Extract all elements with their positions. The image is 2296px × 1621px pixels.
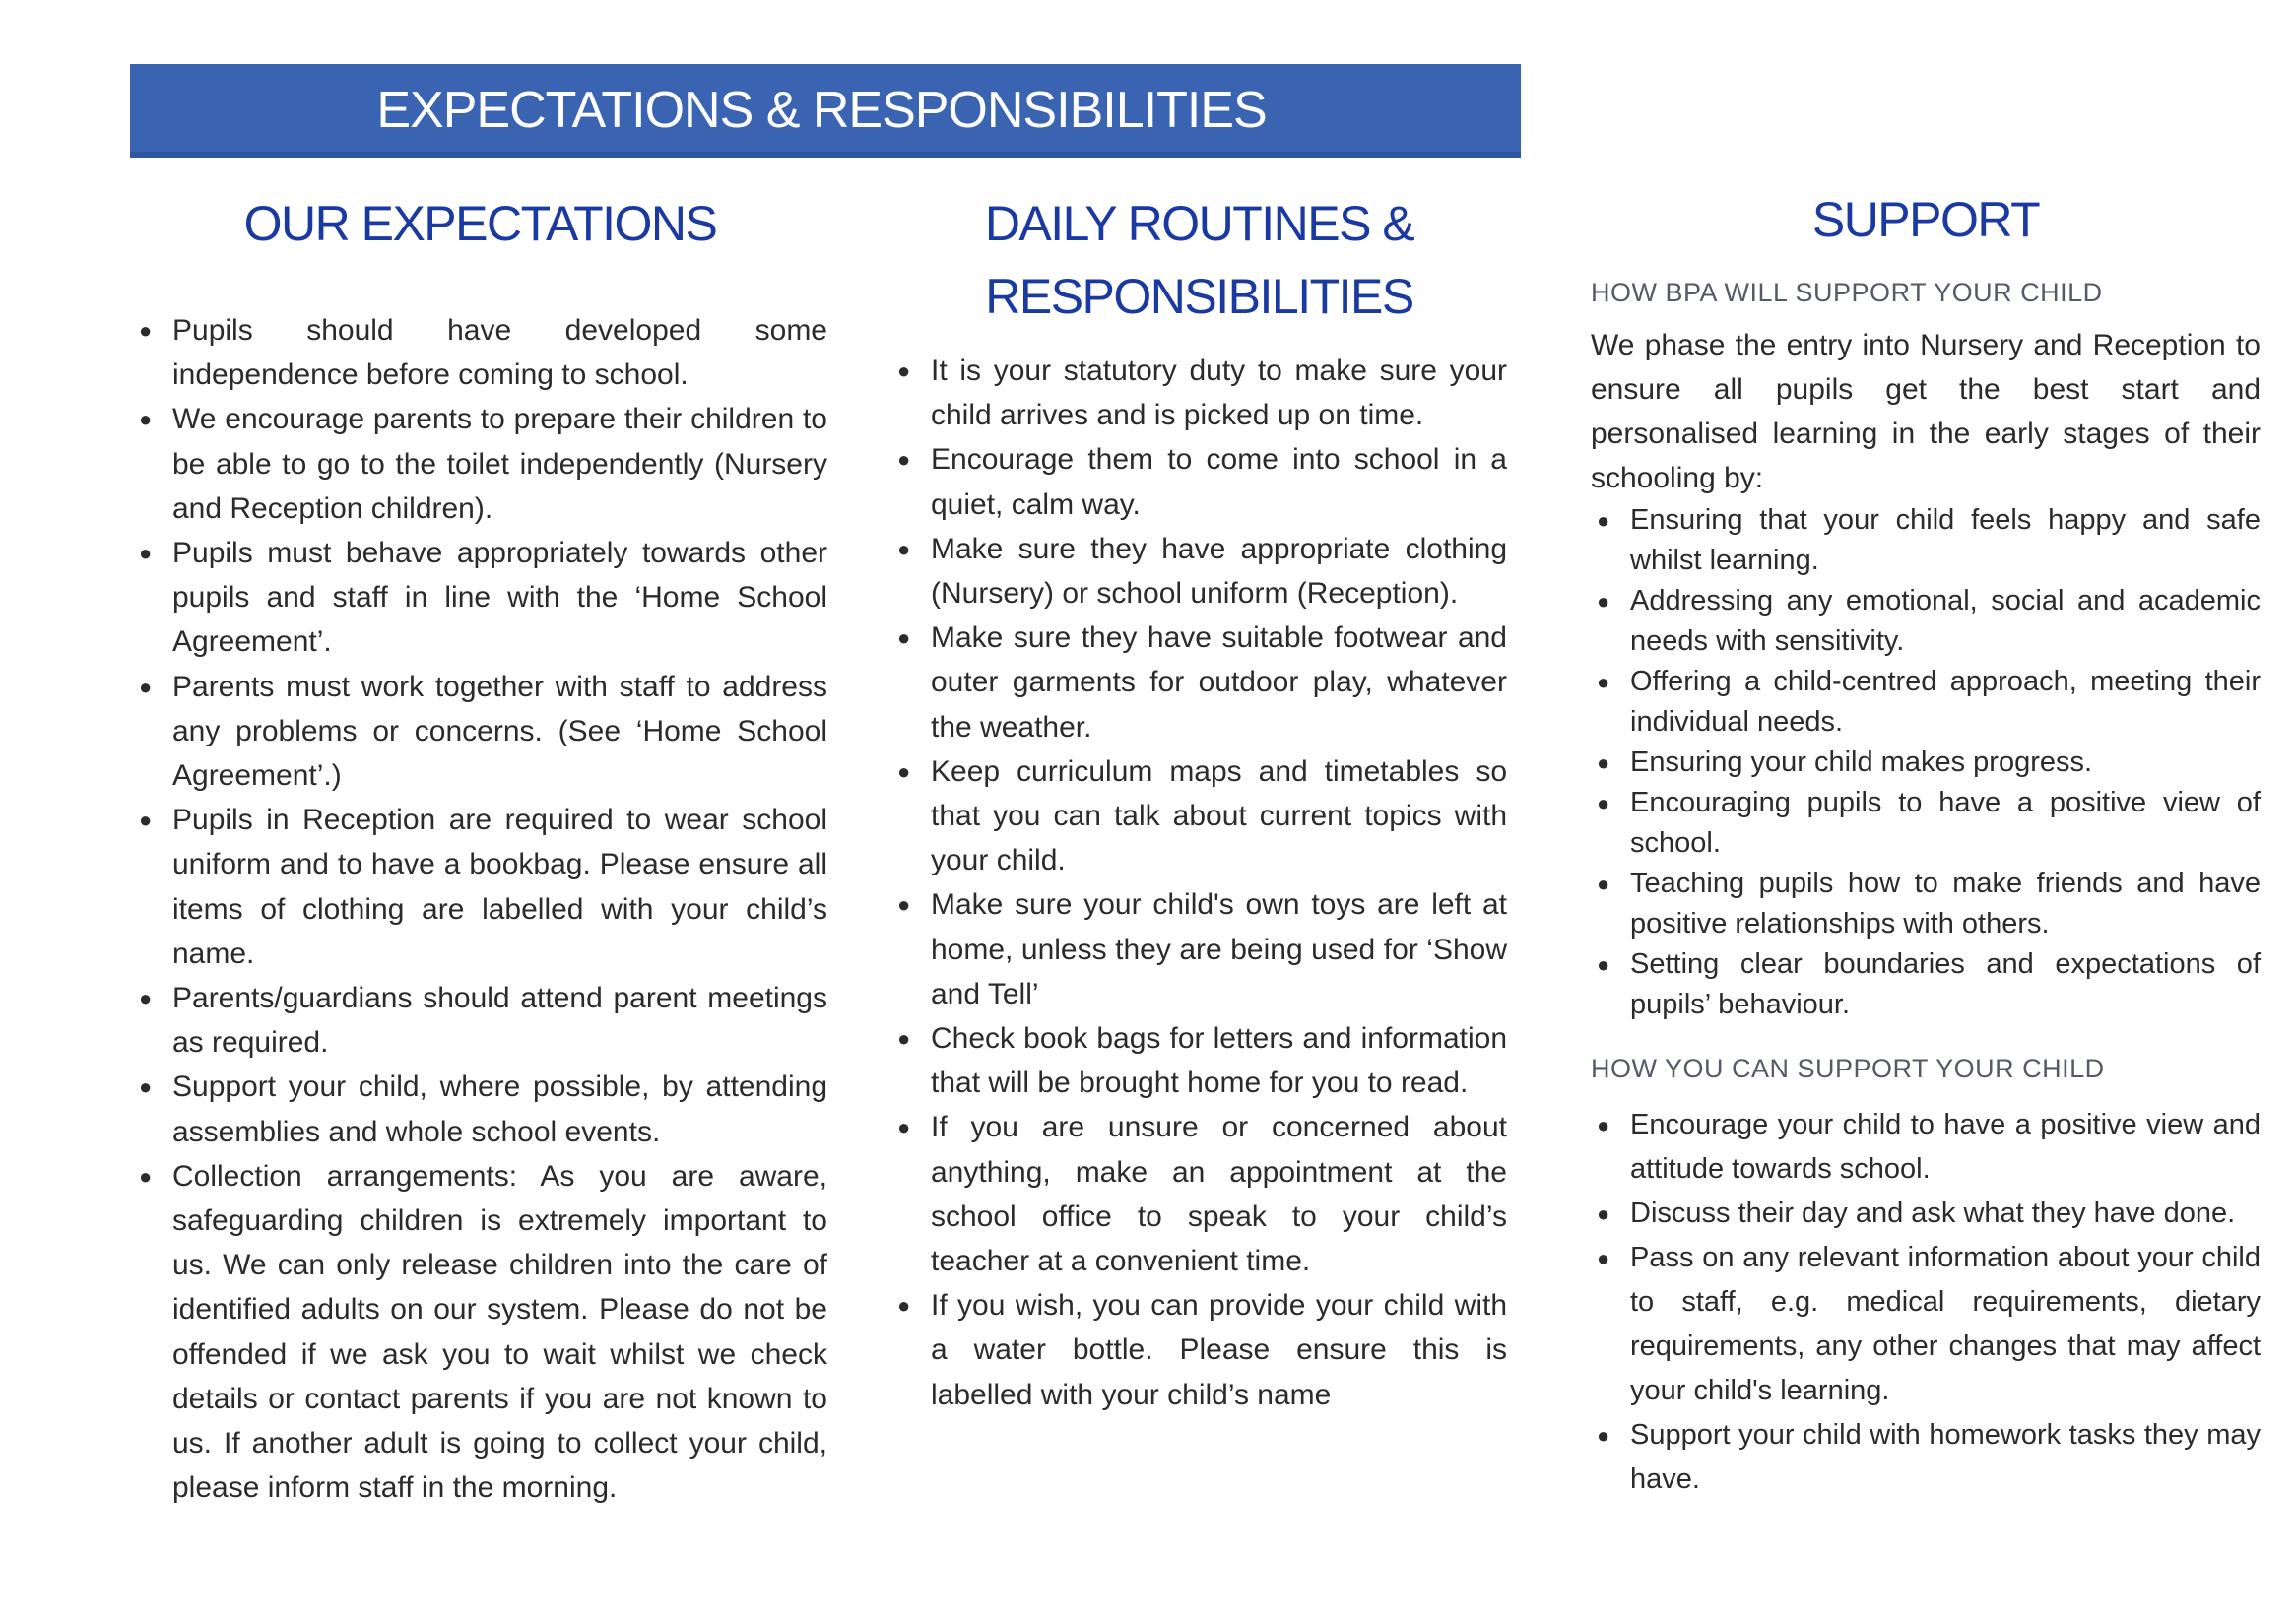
bullet-icon: ●: [139, 1074, 153, 1100]
list-item: ● Keep curriculum maps and timetables so that you can talk about current topics with your child.: [931, 749, 1507, 883]
bpa-support-subheading: HOW BPA WILL SUPPORT YOUR CHILD: [1591, 278, 2103, 307]
list-item: ● It is your statutory duty to make sure your child arrives and is picked up on time.: [931, 349, 1507, 437]
bullet-icon: ●: [897, 1026, 911, 1052]
routines-list: [891, 349, 1507, 1417]
list-item: ● Setting clear boundaries and expectations of pupils’ behaviour.: [1630, 944, 2261, 1025]
bullet-icon: ●: [897, 625, 911, 651]
bpa-support-intro: We phase the entry into Nursery and Reception to ensure all pupils get the best start and personalised learning in the early stages of their schooling by:: [1591, 329, 2261, 494]
list-item: ● Parents must work together with staff to address any problems or concerns. (See ‘Home School Agreement’.): [172, 665, 827, 799]
bullet-icon: ●: [1597, 952, 1610, 977]
list-item: ● Offering a child-centred approach, meeting their individual needs.: [1630, 662, 2261, 743]
bullet-icon: ●: [139, 986, 153, 1011]
bullet-icon: ●: [1597, 791, 1610, 815]
list-item: ● Addressing any emotional, social and academic needs with sensitivity.: [1630, 581, 2261, 662]
bullet-icon: ●: [897, 758, 911, 784]
list-item: ● Support your child with homework tasks they may have.: [1630, 1413, 2261, 1502]
bullet-icon: ●: [139, 808, 153, 833]
list-item: ● If you wish, you can provide your child with a water bottle. Please ensure this is labelled with your child’s name: [931, 1283, 1507, 1417]
bullet-icon: ●: [1597, 1423, 1610, 1448]
bullet-icon: ●: [897, 892, 911, 918]
expectations-heading: OUR EXPECTATIONS: [243, 196, 717, 251]
bullet-icon: ●: [1597, 872, 1610, 896]
bullet-icon: ●: [897, 536, 911, 561]
list-item: ● Pass on any relevant information about your child to staff, e.g. medical requirements, dietary requirements, any other changes that may affect your child's learning.: [1630, 1236, 2261, 1413]
list-item: ● Ensuring that your child feels happy and safe whilst learning.: [1630, 500, 2261, 581]
list-item: ● We encourage parents to prepare their children to be able to go to the toilet independently (Nursery and Reception children).: [172, 397, 827, 531]
list-item: ● Parents/guardians should attend parent meetings as required.: [172, 976, 827, 1065]
bullet-icon: ●: [1597, 750, 1610, 775]
you-support-subheading: HOW YOU CAN SUPPORT YOUR CHILD: [1591, 1054, 2105, 1083]
bullet-icon: ●: [1597, 1246, 1610, 1270]
list-item: ● Collection arrangements: As you are aware, safeguarding children is extremely important to us. We can only release children into the care of identified adults on our system. Please do not be offended if we ask you to wait whilst we check details or contact parents if you are not known to us. If another adult is going to collect your child, please inform staff in the morning.: [172, 1154, 827, 1511]
bullet-icon: ●: [897, 447, 911, 473]
bullet-icon: ●: [1597, 1201, 1610, 1226]
bullet-icon: ●: [897, 1293, 911, 1319]
bullet-icon: ●: [1597, 508, 1610, 533]
list-item: ● Pupils in Reception are required to wear school uniform and to have a bookbag. Please ensure all items of clothing are labelled with your child’s name.: [172, 798, 827, 976]
routines-heading-line1: DAILY ROUTINES &: [984, 196, 1414, 251]
bullet-icon: ●: [1597, 589, 1610, 614]
bpa-support-list: [1591, 500, 2261, 1025]
bullet-icon: ●: [139, 541, 153, 566]
routines-heading-line2: RESPONSIBILITIES: [985, 269, 1413, 324]
title-banner: [130, 64, 1521, 158]
bullet-icon: ●: [897, 1115, 911, 1140]
expectations-list: [133, 308, 827, 1510]
list-item: ● Encourage your child to have a positive view and attitude towards school.: [1630, 1103, 2261, 1192]
list-item: ● Ensuring your child makes progress.: [1630, 743, 2261, 783]
bullet-icon: ●: [139, 1163, 153, 1189]
support-heading: SUPPORT: [1811, 192, 2040, 247]
bullet-icon: ●: [139, 674, 153, 699]
list-item: ● Support your child, where possible, by attending assemblies and whole school events.: [172, 1065, 827, 1153]
list-item: ● Teaching pupils how to make friends and have positive relationships with others.: [1630, 864, 2261, 944]
list-item: ● Make sure they have appropriate clothing (Nursery) or school uniform (Reception).: [931, 527, 1507, 616]
you-support-list: [1591, 1103, 2261, 1502]
list-item: ● Discuss their day and ask what they have done.: [1630, 1192, 2261, 1236]
list-item: ● Check book bags for letters and information that will be brought home for you to read.: [931, 1016, 1507, 1105]
list-item: ● Pupils should have developed some independence before coming to school.: [172, 308, 827, 397]
list-item: ● Encourage them to come into school in a quiet, calm way.: [931, 437, 1507, 526]
bullet-icon: ●: [139, 318, 153, 343]
bullet-icon: ●: [897, 358, 911, 383]
list-item: ● If you are unsure or concerned about anything, make an appointment at the school office to speak to your child’s teacher at a convenient time.: [931, 1105, 1507, 1283]
bullet-icon: ●: [1597, 670, 1610, 694]
bullet-icon: ●: [1597, 1113, 1610, 1137]
list-item: ● Encouraging pupils to have a positive view of school.: [1630, 783, 2261, 864]
list-item: ● Pupils must behave appropriately towards other pupils and staff in line with the ‘Home School Agreement’.: [172, 531, 827, 665]
banner-title: EXPECTATIONS & RESPONSIBILITIES: [376, 82, 1267, 139]
list-item: ● Make sure they have suitable footwear and outer garments for outdoor play, whatever the weather.: [931, 616, 1507, 749]
bullet-icon: ●: [139, 407, 153, 432]
list-item: ● Make sure your child's own toys are left at home, unless they are being used for ‘Show and Tell’: [931, 882, 1507, 1016]
